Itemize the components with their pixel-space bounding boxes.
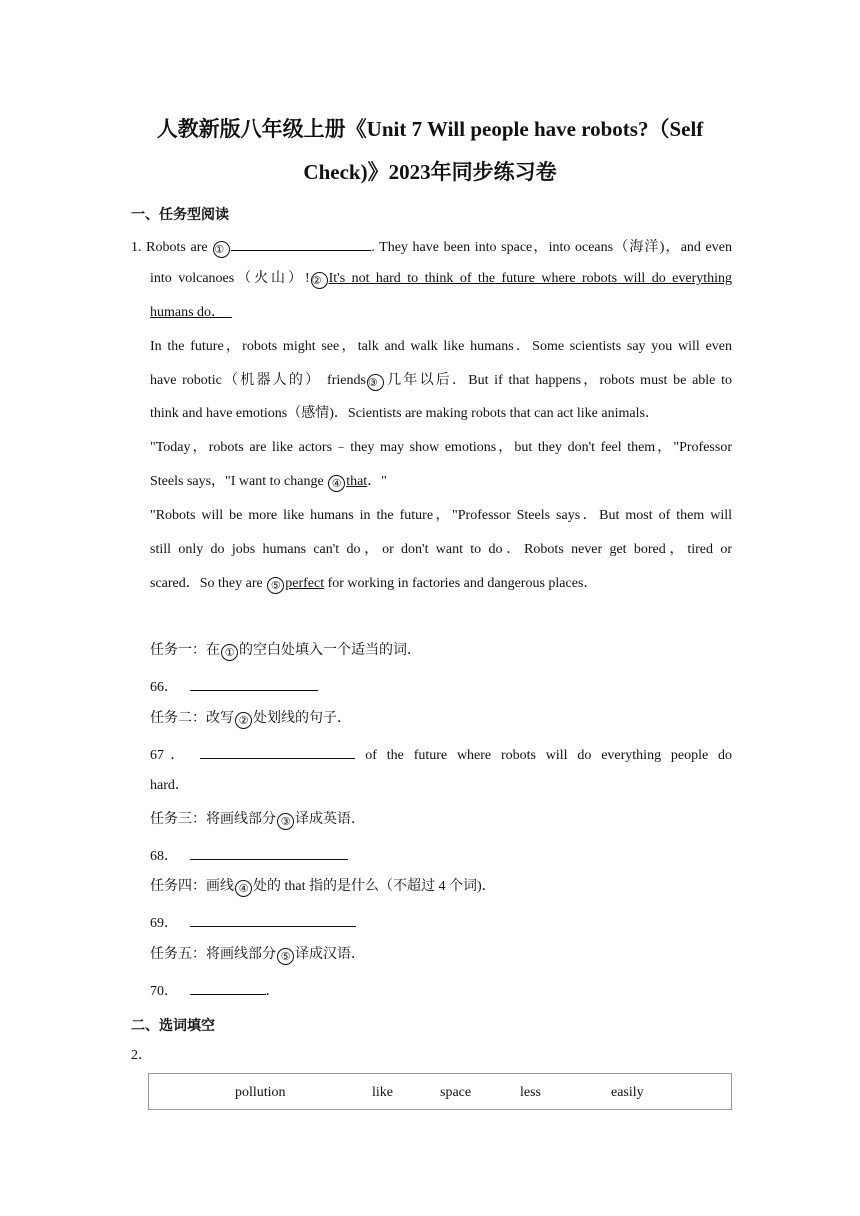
passage-line-10: still only do jobs humans can't do，or don't want to do．Robots never get bored，tired or	[150, 542, 732, 557]
word-bank-item: easily	[611, 1085, 644, 1100]
answer-number: 67．	[150, 748, 191, 763]
task-text: 译成英语．	[295, 812, 365, 827]
passage-line-7: "Today，robots are like actors﹣they may show emotions，but they don't feel them，"Professor	[150, 440, 732, 455]
word-bank-item: space	[440, 1085, 472, 1100]
passage-line-4: In the future，robots might see，talk and walk like humans．Some scientists say you will even	[150, 339, 732, 354]
section-heading-word-fill: 二、选词填空	[131, 1018, 215, 1034]
task-5-prompt	[150, 946, 365, 965]
task-text: 的空白处填入一个适当的词．	[239, 643, 421, 658]
circled-number-4: ④	[328, 475, 345, 492]
circled-number-5: ⑤	[277, 948, 294, 965]
answer-number: 69．	[150, 916, 178, 931]
circled-number-3: ③	[277, 813, 294, 830]
answer-number: 66．	[150, 680, 178, 695]
passage-text: . They have been into space，into oceans（海洋)，and even	[371, 240, 732, 255]
word-bank-item: less	[520, 1085, 541, 1100]
task-text: 任务五：将画线部分	[150, 947, 276, 962]
task-text: 任务二：改写	[150, 711, 234, 726]
answer-70-period: ．	[265, 984, 280, 999]
passage-text: 几年以后．But if that happens，robots must be able to	[384, 373, 732, 388]
answer-70	[150, 980, 280, 1001]
task-4-prompt	[150, 878, 496, 897]
word-bank-item: pollution	[235, 1085, 286, 1100]
answer-67-text: of the future where robots will do everything people do	[365, 748, 733, 763]
task-text: 任务三：将画线部分	[150, 812, 276, 827]
passage-text: ．"	[367, 474, 387, 489]
task-text: 处的 that 指的是什么（不超过 4 个词)．	[253, 879, 496, 894]
passage-text: for working in factories and dangerous places．	[324, 576, 598, 591]
passage-line-3	[150, 304, 232, 322]
answer-66	[150, 676, 318, 697]
answer-67-continued: hard．	[150, 778, 189, 793]
circled-number-2: ②	[235, 712, 252, 729]
word-bank-item: like	[372, 1085, 393, 1100]
answer-69-blank[interactable]	[190, 912, 356, 927]
passage-text: Steels says，"I want to change	[150, 474, 328, 489]
passage-line-5	[150, 372, 732, 391]
circled-number-2: ②	[311, 272, 328, 289]
answer-69	[150, 912, 356, 933]
underlined-word-perfect: perfect	[285, 576, 325, 591]
task-1-prompt	[150, 642, 421, 661]
circled-number-5: ⑤	[267, 577, 284, 594]
answer-number: 68．	[150, 849, 178, 864]
answer-blank-1[interactable]	[231, 236, 371, 251]
passage-line-11	[150, 575, 597, 594]
answer-70-blank[interactable]	[190, 980, 266, 995]
circled-number-4: ④	[235, 880, 252, 897]
passage-line-9: "Robots will be more like humans in the future，"Professor Steels says．But most of them will	[150, 508, 732, 523]
passage-text: have robotic（机器人的） friends	[150, 373, 366, 388]
circled-number-1: ①	[221, 644, 238, 661]
question-number: 1.	[131, 240, 142, 255]
answer-66-blank[interactable]	[190, 676, 318, 691]
passage-text: scared．So they are	[150, 576, 267, 591]
circled-number-1: ①	[213, 241, 230, 258]
question-2-number: 2．	[131, 1048, 152, 1063]
answer-68	[150, 845, 348, 866]
task-text: 任务四：画线	[150, 879, 234, 894]
document-title-line-1: 人教新版八年级上册《Unit 7 Will people have robots?（Self	[156, 117, 704, 141]
answer-67-blank[interactable]	[200, 744, 355, 759]
answer-number: 70．	[150, 984, 178, 999]
answer-67	[150, 744, 732, 765]
circled-number-3: ③	[367, 374, 384, 391]
passage-line-8	[150, 473, 387, 492]
passage-text: Robots are	[146, 240, 208, 255]
underlined-sentence: It's not hard to think of the future where robots will do everything	[328, 271, 733, 286]
task-text: 任务一：在	[150, 643, 220, 658]
passage-text: into volcanoes（火山）!	[150, 271, 310, 286]
passage-line-1	[131, 236, 732, 258]
word-bank-box	[148, 1073, 732, 1110]
passage-line-6: think and have emotions（感情)．Scientists are making robots that can act like animals．	[150, 406, 659, 421]
document-title-line-2: Check)》2023年同步练习卷	[303, 160, 557, 184]
underlined-word-that: that	[346, 474, 368, 489]
section-heading-task-reading: 一、任务型阅读	[131, 207, 229, 223]
task-3-prompt	[150, 811, 365, 830]
answer-68-blank[interactable]	[190, 845, 348, 860]
passage-line-2	[150, 270, 732, 289]
task-text: 译成汉语．	[295, 947, 365, 962]
task-text: 处划线的句子．	[253, 711, 351, 726]
underlined-sentence-end: humans do．	[150, 305, 226, 320]
task-2-prompt	[150, 710, 351, 729]
